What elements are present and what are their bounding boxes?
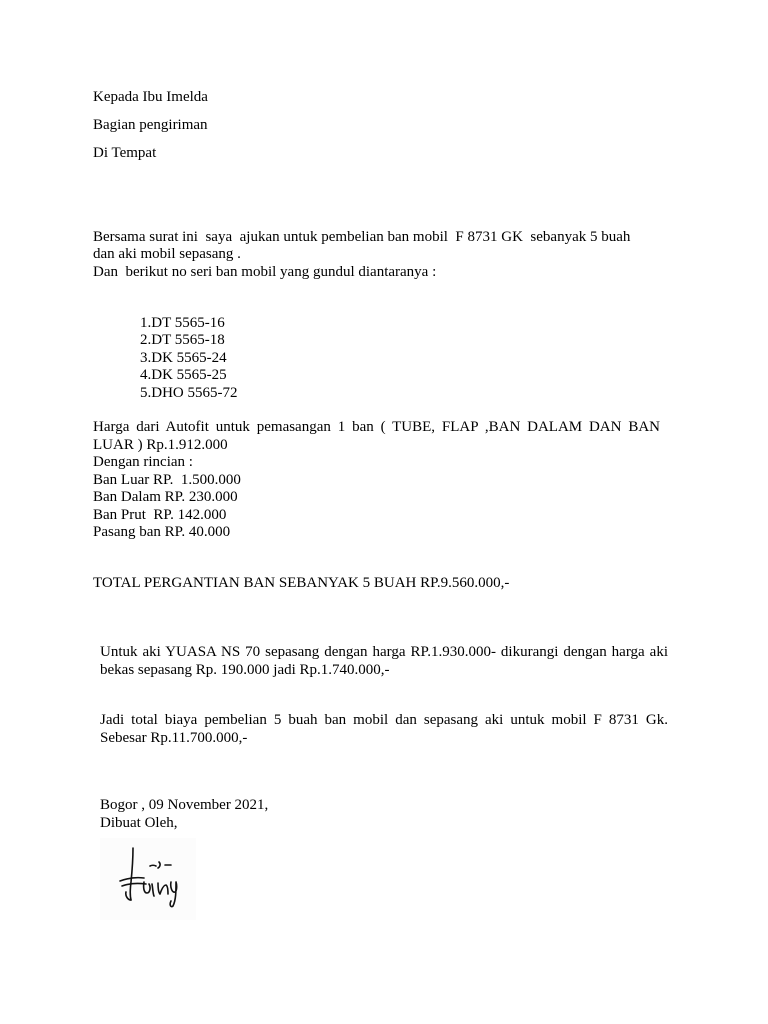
list-item: Ban Prut RP. 142.000: [93, 507, 227, 523]
recipient-place: Di Tempat: [93, 145, 157, 161]
intro-line-3: Dan berikut no seri ban mobil yang gundul diantaranya :: [93, 264, 437, 280]
grand-total-paragraph: Jadi total biaya pembelian 5 buah ban mobil dan sepasang aki untuk mobil F 8731 Gk. Sebesar Rp.11.700.000,-: [100, 712, 668, 746]
made-by-label: Dibuat Oleh,: [100, 815, 178, 831]
autofit-price-paragraph: Harga dari Autofit untuk pemasangan 1 ban ( TUBE, FLAP ,BAN DALAM DAN BAN LUAR ) Rp.1.912.000: [93, 419, 660, 453]
rincian-label: Dengan rincian :: [93, 454, 193, 470]
intro-line-2: dan aki mobil sepasang .: [93, 246, 241, 262]
total-tires-line: TOTAL PERGANTIAN BAN SEBANYAK 5 BUAH RP.9.560.000,-: [93, 575, 510, 591]
list-item: Pasang ban RP. 40.000: [93, 524, 231, 540]
signature-image: [100, 838, 196, 920]
list-item: Ban Luar RP. 1.500.000: [93, 472, 241, 488]
closing-date: Bogor , 09 November 2021,: [100, 797, 269, 813]
list-item: Ban Dalam RP. 230.000: [93, 489, 238, 505]
list-item: 2.DT 5565-18: [140, 332, 225, 348]
recipient-department: Bagian pengiriman: [93, 117, 208, 133]
list-item: 3.DK 5565-24: [140, 350, 227, 366]
signature-icon: [100, 838, 196, 920]
list-item: 4.DK 5565-25: [140, 367, 227, 383]
battery-paragraph: Untuk aki YUASA NS 70 sepasang dengan harga RP.1.930.000- dikurangi dengan harga aki bekas sepasang Rp. 190.000 jadi Rp.1.740.000,-: [100, 644, 668, 678]
list-item: 1.DT 5565-16: [140, 315, 225, 331]
intro-line-1: Bersama surat ini saya ajukan untuk pembelian ban mobil F 8731 GK sebanyak 5 buah: [93, 229, 631, 245]
recipient-name: Kepada Ibu Imelda: [93, 89, 208, 105]
list-item: 5.DHO 5565-72: [140, 385, 238, 401]
